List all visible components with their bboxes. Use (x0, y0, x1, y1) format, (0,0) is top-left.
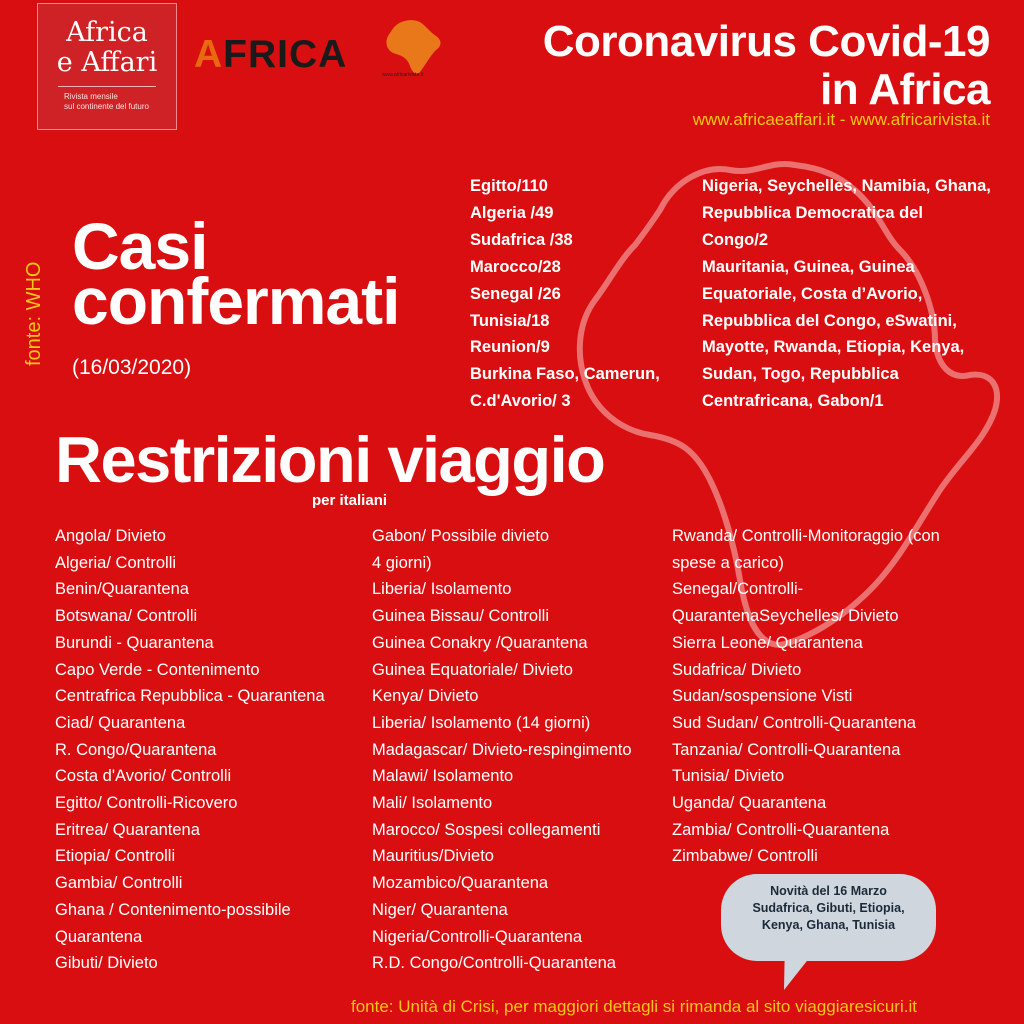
africa-e-affari-logo (37, 3, 177, 130)
list-item: Marocco/ Sospesi collegamenti (372, 820, 601, 839)
restrictions-title: Restrizioni viaggio (55, 423, 605, 496)
list-item: Liberia/ Isolamento (14 giorni) (372, 713, 591, 732)
list-item: Senegal /26 (470, 284, 561, 303)
list-item: Madagascar/ Divieto-respingimento (372, 740, 632, 759)
restrictions-subtitle: per italiani (312, 492, 388, 509)
list-item: Centrafricana, Gabon/1 (702, 392, 884, 411)
list-item: spese a carico) (672, 553, 784, 572)
list-item: R.D. Congo/Controlli-Quarantena (372, 954, 616, 973)
list-item: Burkina Faso, Camerun, (470, 365, 660, 384)
list-item: QuarantenaSeychelles/ Divieto (672, 607, 899, 626)
logo-line1: Africa (66, 17, 148, 48)
list-item: Mozambico/Quarantena (372, 874, 549, 893)
list-item: Tunisia/18 (470, 311, 550, 330)
list-item: Reunion/9 (470, 338, 550, 357)
list-item: Benin/Quarantena (55, 580, 189, 599)
africa-wordmark-rest: FRICA (223, 33, 348, 76)
list-item: Guinea Equatoriale/ Divieto (372, 660, 573, 679)
list-item: Kenya/ Divieto (372, 687, 479, 706)
list-item: Guinea Bissau/ Controlli (372, 607, 550, 626)
confirmed-date: (16/03/2020) (72, 356, 192, 379)
list-item: Congo/2 (702, 230, 768, 249)
list-item: Nigeria, Seychelles, Namibia, Ghana, (702, 177, 991, 195)
bubble-line1: Novità del 16 Marzo (770, 884, 887, 898)
list-item: Guinea Conakry /Quarantena (372, 633, 588, 652)
list-item: Tanzania/ Controlli-Quarantena (672, 740, 901, 759)
africa-rivista-logo (194, 16, 444, 76)
list-item: Sudan/sospensione Visti (672, 687, 853, 706)
list-item: R. Congo/Quarantena (55, 740, 217, 759)
list-item: Sierra Leone/ Quarantena (672, 633, 863, 652)
list-item: Malawi/ Isolamento (372, 767, 514, 786)
list-item: 4 giorni) (372, 553, 432, 572)
source-who-label: fonte: WHO (23, 261, 45, 366)
list-item: Algeria /49 (470, 203, 554, 222)
list-item: Botswana/ Controlli (55, 607, 198, 626)
list-item: Liberia/ Isolamento (372, 580, 512, 599)
list-item: Niger/ Quarantena (372, 900, 508, 919)
list-item: Sudafrica /38 (470, 230, 573, 249)
list-item: Eritrea/ Quarantena (55, 820, 200, 839)
list-item: Gibuti/ Divieto (55, 954, 158, 973)
list-item: Marocco/28 (470, 257, 561, 276)
bubble-line3: Kenya, Ghana, Tunisia (761, 918, 896, 932)
list-item: Centrafrica Repubblica - Quarantena (55, 687, 325, 706)
title-line1: Coronavirus Covid-19 (542, 17, 990, 66)
list-item: Sudafrica/ Divieto (672, 660, 802, 679)
list-item: Repubblica del Congo, eSwatini, (702, 311, 957, 330)
list-item: C.d'Avorio/ 3 (470, 392, 571, 411)
cases-list-right (702, 173, 1012, 415)
list-item: Zimbabwe/ Controlli (672, 847, 818, 866)
page-title (543, 18, 990, 114)
restrictions-column-3 (672, 523, 940, 870)
list-item: Costa d'Avorio/ Controlli (55, 767, 232, 786)
bubble-line2: Sudafrica, Gibuti, Etiopia, (752, 901, 905, 915)
list-item: Sud Sudan/ Controlli-Quarantena (672, 713, 916, 732)
restrictions-column-1 (55, 523, 325, 977)
list-item: Senegal/Controlli- (672, 580, 804, 599)
list-item: Tunisia/ Divieto (672, 767, 785, 786)
list-item: Capo Verde - Contenimento (55, 660, 260, 679)
africa-wordmark (194, 33, 347, 77)
africa-wordmark-first: A (194, 33, 224, 76)
list-item: Gambia/ Controlli (55, 874, 183, 893)
logo-tagline2: sul continente del futuro (64, 102, 149, 111)
list-item: Mali/ Isolamento (372, 794, 493, 813)
list-item: Gabon/ Possibile divieto (372, 527, 550, 545)
list-item: Mauritania, Guinea, Guinea (702, 257, 915, 276)
websites-text: www.africaeaffari.it - www.africarivista.it (692, 110, 990, 129)
list-item: Egitto/110 (470, 177, 548, 195)
restrictions-column-2 (372, 523, 632, 977)
logo-title (38, 18, 176, 78)
list-item: Egitto/ Controlli-Ricovero (55, 794, 238, 813)
list-item: Angola/ Divieto (55, 527, 166, 545)
title-line2: in Africa (820, 65, 990, 114)
list-item: Zambia/ Controlli-Quarantena (672, 820, 890, 839)
footer-source: fonte: Unità di Crisi, per maggiori dettagli si rimanda al sito viaggiaresicuri.it (351, 997, 917, 1016)
list-item: Sudan, Togo, Repubblica (702, 365, 899, 384)
list-item: Mayotte, Rwanda, Etiopia, Kenya, (702, 338, 965, 357)
logo-divider (58, 86, 156, 87)
list-item: Equatoriale, Costa d’Avorio, (702, 284, 923, 303)
list-item: Uganda/ Quarantena (672, 794, 827, 813)
confirmed-title-line2: confermati (72, 264, 400, 338)
logo-tagline (64, 92, 149, 112)
list-item: Ciad/ Quarantena (55, 713, 186, 732)
list-item: Algeria/ Controlli (55, 553, 177, 572)
list-item: Quarantena (55, 927, 143, 946)
logo-tagline1: Rivista mensile (64, 92, 118, 101)
list-item: Repubblica Democratica del (702, 203, 923, 222)
africa-continent-icon (382, 16, 444, 76)
cases-list-left (470, 173, 710, 415)
list-item: Burundi - Quarantena (55, 633, 214, 652)
africa-logo-url: www.africarivista.it (382, 72, 424, 78)
logo-line2: e Affari (56, 47, 158, 78)
list-item: Nigeria/Controlli-Quarantena (372, 927, 583, 946)
list-item: Mauritius/Divieto (372, 847, 494, 866)
list-item: Etiopia/ Controlli (55, 847, 176, 866)
news-bubble (721, 874, 936, 961)
list-item: Rwanda/ Controlli-Monitoraggio (con (672, 527, 940, 545)
confirmed-title-line1: Casi (72, 209, 208, 283)
list-item: Ghana / Contenimento-possibile (55, 900, 291, 919)
confirmed-cases-title (72, 209, 400, 338)
